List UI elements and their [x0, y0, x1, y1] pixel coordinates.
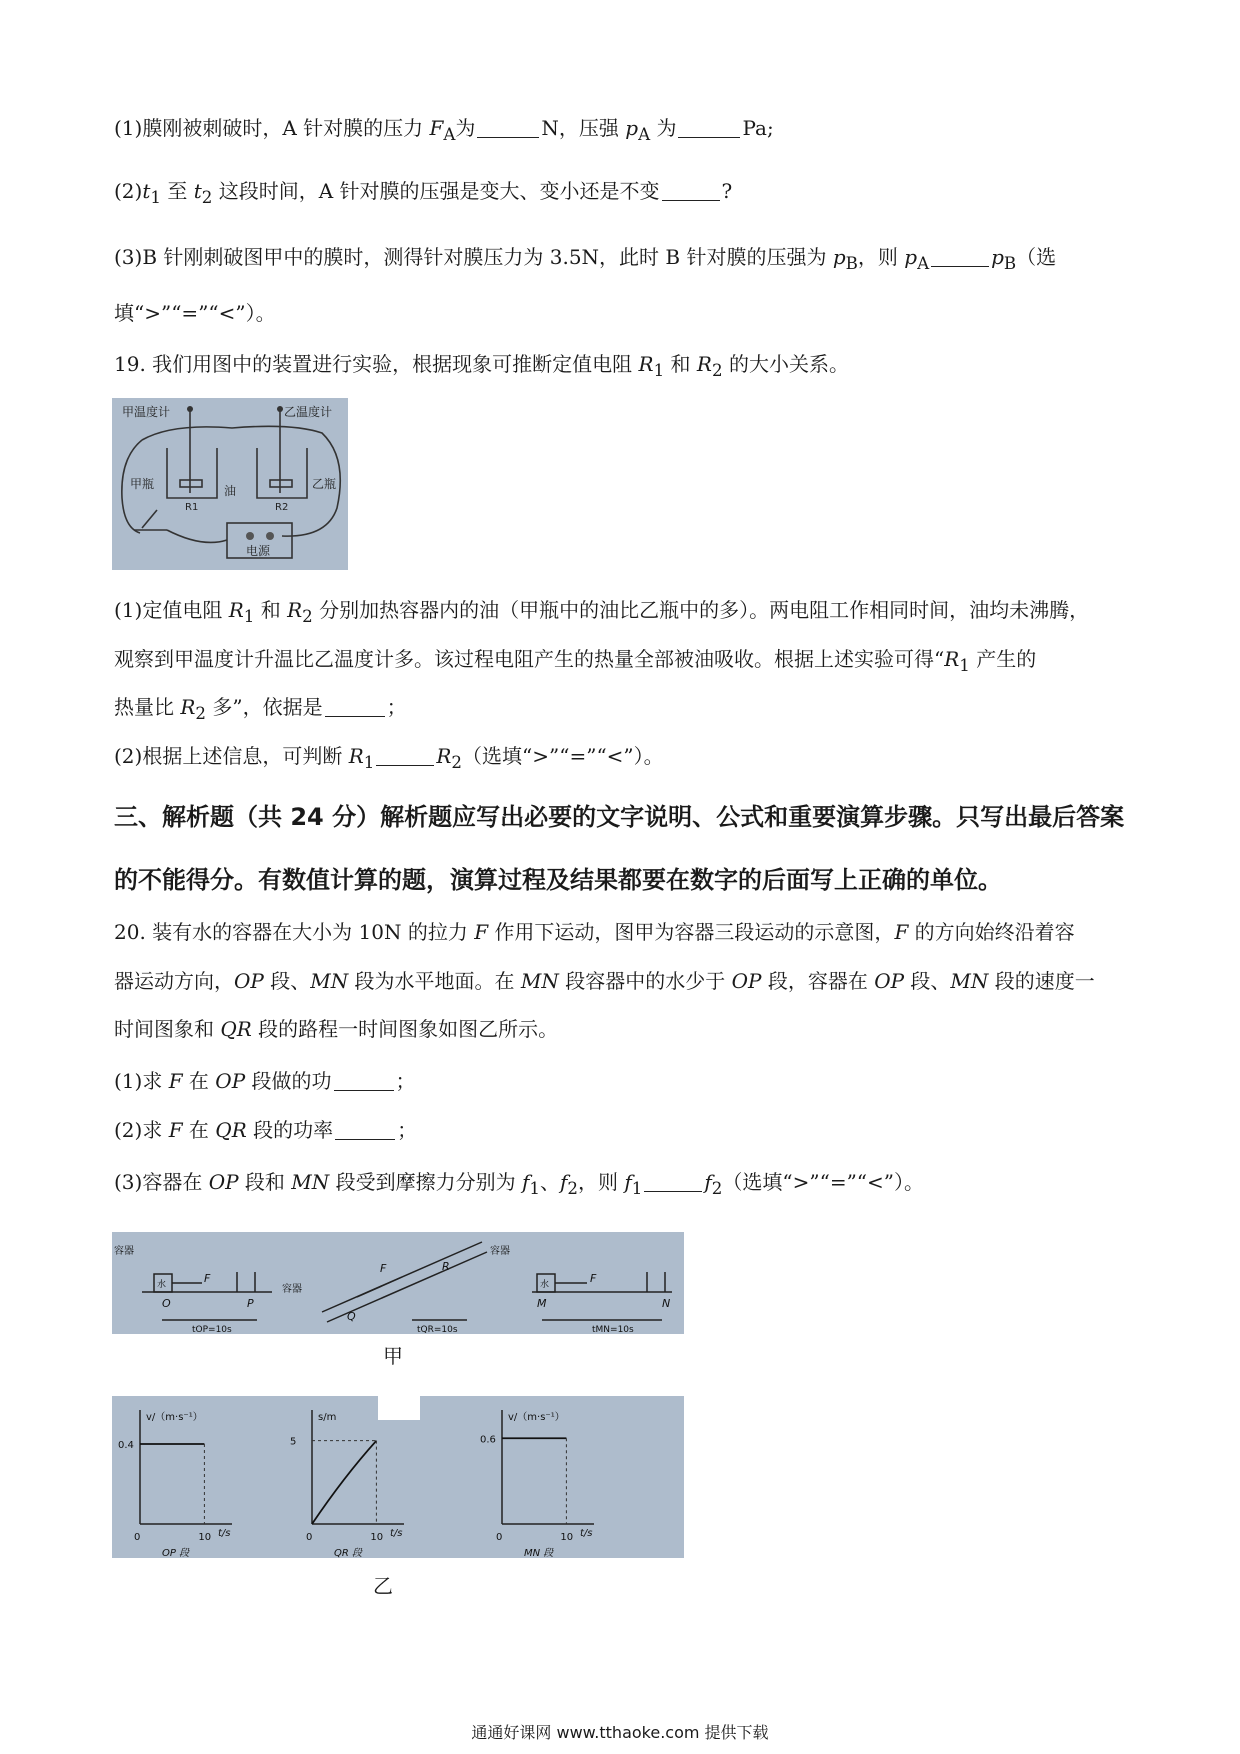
figure-yi: [112, 1396, 684, 1558]
circuit-figure: [112, 398, 348, 570]
q18-part3-cont: 填“>”“=”“<”）。: [114, 301, 276, 325]
graph-1-ytick: 5: [290, 1436, 297, 1448]
q18-part1: (1)膜刚被刺破时，A 针对膜的压力 $F_A$为 N，压强 $p_A$ 为 Pa;: [114, 116, 774, 144]
label-force-2: F: [380, 1262, 387, 1275]
label-M: M: [537, 1297, 547, 1310]
label-Q: Q: [347, 1310, 356, 1323]
answer-blank[interactable]: [335, 1119, 395, 1140]
label-t-mn: tMN=10s: [592, 1325, 634, 1334]
q19-stem: 19. 我们用图中的装置进行实验，根据现象可推断定值电阻 $R_1$ 和 $R_2$ 的大小关系。: [114, 352, 849, 380]
label-N: N: [662, 1297, 671, 1310]
answer-blank[interactable]: [477, 117, 539, 138]
q19-part2: (2)根据上述信息，可判断 $R_1$ $R_2$（选填“>”“=”“<”）。: [114, 744, 664, 772]
answer-blank[interactable]: [644, 1171, 702, 1192]
label-O: O: [162, 1297, 171, 1310]
graph-0-xlabel: t/s: [218, 1528, 231, 1539]
right-thermometer-bulb-icon: [277, 406, 283, 412]
label-R: R: [442, 1260, 450, 1273]
figure-yi-caption: 乙: [373, 1574, 393, 1598]
q18-part3: (3)B 针刚刺破图甲中的膜时，测得针对膜压力为 3.5N，此时 B 针对膜的压强为 $p_B$，则 $p_A$ $p_B$（选: [114, 245, 1057, 273]
graph-1-xlabel: t/s: [390, 1528, 403, 1539]
graph-0-ytick: 0.4: [118, 1440, 134, 1451]
q19-part1-line2: 观察到甲温度计升温比乙温度计多。该过程电阻产生的热量全部被油吸收。根据上述实验可得“$R_1$ 产生的: [114, 647, 1037, 675]
label-r2: R2: [275, 502, 289, 513]
label-t-qr: tQR=10s: [417, 1325, 458, 1334]
q20-part1: (1)求 F 在 OP 段做的功 ；: [114, 1069, 416, 1093]
label-right-bottle: 乙瓶: [312, 477, 337, 491]
label-left-bottle: 甲瓶: [130, 477, 155, 491]
graph-0-xtick-0: 0: [134, 1532, 141, 1543]
label-left-thermometer: 甲温度计: [122, 405, 171, 419]
label-container-3: 容器: [490, 1246, 510, 1257]
section3-heading-line2: 的不能得分。有数值计算的题，演算过程及结果都要在数字的后面写上正确的单位。: [114, 866, 1002, 894]
q20-stem-line3: 时间图象和 QR 段的路程一时间图象如图乙所示。: [114, 1017, 559, 1041]
page-footer: 通通好课网 www.tthaoke.com 提供下载: [471, 1723, 769, 1742]
left-thermometer-bulb-icon: [187, 406, 193, 412]
q20-part3: (3)容器在 OP 段和 MN 段受到摩擦力分别为 $f_1$、$f_2$，则 $f_1$ $f_2$（选填“>”“=”“<”）。: [114, 1170, 925, 1198]
graph-2-xtick-0: 0: [496, 1532, 503, 1543]
graph-2-ylabel: v/（m·s⁻¹）: [508, 1412, 565, 1423]
label-oil: 油: [224, 484, 237, 498]
graph-2-title: MN 段: [524, 1548, 554, 1558]
graph-0-ylabel: v/（m·s⁻¹）: [146, 1412, 203, 1423]
graph-0-title: OP 段: [162, 1548, 190, 1558]
q19-part1-line1: (1)定值电阻 $R_1$ 和 $R_2$ 分别加热容器内的油（甲瓶中的油比乙瓶中的多）。两电阻工作相同时间，油均未沸腾，: [114, 598, 1090, 626]
q20-part2: (2)求 F 在 QR 段的功率 ；: [114, 1118, 418, 1142]
label-P: P: [247, 1297, 254, 1310]
label-container-1: 容器: [114, 1246, 134, 1257]
label-water-3: 水: [540, 1280, 550, 1290]
graph-2-ytick: 0.6: [480, 1434, 496, 1446]
label-power: 电源: [246, 544, 271, 558]
graph-1-xtick-10: 10: [370, 1532, 384, 1543]
graph-2-xtick-10: 10: [560, 1532, 574, 1543]
label-r1: R1: [185, 502, 199, 513]
label-t-op: tOP=10s: [192, 1325, 232, 1334]
q18-part2: $(2)t_1$ 至 $t_2$ 这段时间，A 针对膜的压强是变大、变小还是不变 ?: [114, 179, 733, 207]
figure-jia-caption: 甲: [383, 1344, 403, 1368]
q20-stem-line1: 20. 装有水的容器在大小为 10N 的拉力 F 作用下运动，图甲为容器三段运动的示意图，F 的方向始终沿着容: [114, 920, 1075, 944]
answer-blank[interactable]: [325, 696, 385, 717]
q19-part1-line3: 热量比 $R_2$ 多”，依据是 ；: [114, 695, 407, 723]
label-right-thermometer: 乙温度计: [284, 405, 333, 419]
answer-blank[interactable]: [334, 1070, 394, 1091]
graph-1-title: QR 段: [334, 1548, 362, 1558]
graph-2-xlabel: t/s: [580, 1528, 593, 1539]
answer-blank[interactable]: [931, 246, 989, 267]
q20-stem-line2: 器运动方向，OP 段、MN 段为水平地面。在 MN 段容器中的水少于 OP 段，容器在 OP 段、MN 段的速度一: [114, 969, 1095, 993]
label-container-2: 容器: [282, 1284, 302, 1295]
graph-1-xtick-0: 0: [306, 1532, 313, 1543]
graph-1-ylabel: s/m: [318, 1412, 337, 1423]
section3-heading-line1: 三、解析题（共 24 分）解析题应写出必要的文字说明、公式和重要演算步骤。只写出最后答案: [114, 803, 1125, 831]
answer-blank[interactable]: [662, 180, 720, 201]
label-force-1: F: [204, 1272, 211, 1285]
answer-blank[interactable]: [678, 117, 740, 138]
graph-0-xtick-10: 10: [198, 1532, 212, 1543]
figure-jia: [112, 1232, 684, 1334]
label-water-1: 水: [157, 1280, 167, 1290]
answer-blank[interactable]: [376, 745, 434, 766]
label-force-3: F: [590, 1272, 597, 1285]
